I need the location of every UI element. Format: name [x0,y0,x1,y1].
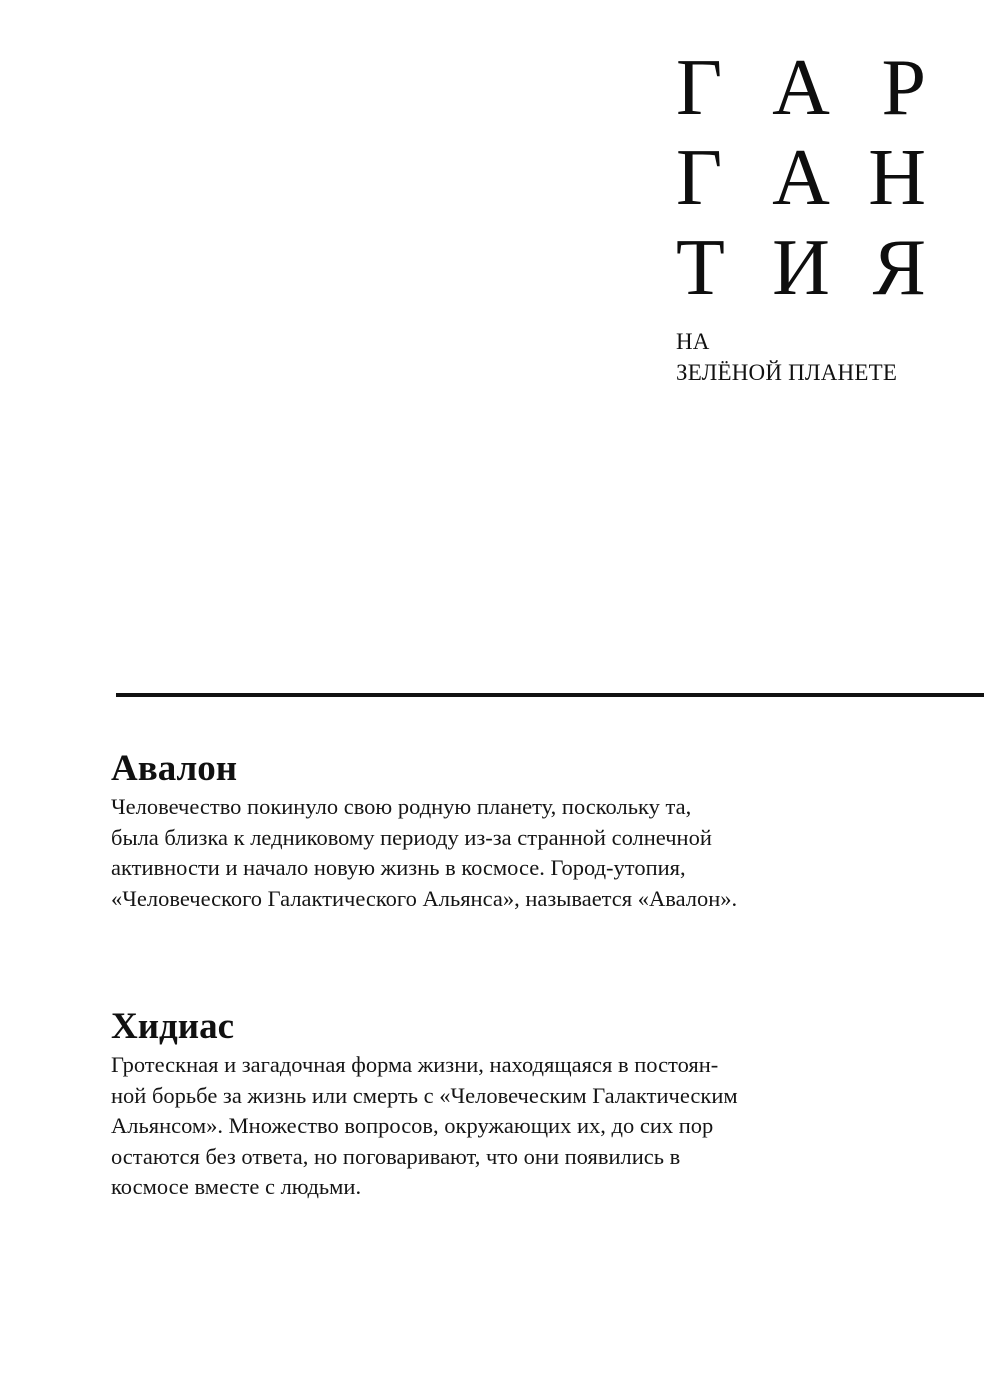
text-line: Гротескная и загадочная форма жизни, находящаяся в постоян- [111,1052,719,1077]
title-letter: Т [676,224,725,312]
title-letter: А [772,134,830,222]
text-line: Человечество покинуло свою родную планету, поскольку та, [111,794,692,819]
section-heading: Хидиас [111,1006,234,1047]
section-avalon [111,748,831,914]
title-block [676,44,936,388]
text-line: активности и начало новую жизнь в космосе. Город-утопия, [111,855,686,880]
title-row-3 [676,224,926,318]
text-line: Альянсом». Множество вопросов, окружающих их, до сих пор [111,1113,714,1138]
section-body [111,792,831,914]
text-line: ной борьбе за жизнь или смерть с «Человеческим Галактическим [111,1082,738,1108]
horizontal-divider [116,693,984,697]
subtitle [676,318,936,388]
title-letter: Г [676,134,723,222]
title-letter: И [772,224,830,312]
subtitle-line: ЗЕЛЁНОЙ ПЛАНЕТЕ [676,360,898,385]
title-letter: Н [868,134,926,222]
section-body [111,1050,831,1203]
text-line: «Человеческого Галактического Альянса», называется «Авалон». [111,885,738,911]
title-row-2 [676,134,926,228]
title-letter: Р [881,44,926,132]
section-hidias [111,1006,831,1203]
text-line: космосе вместе с людьми. [111,1174,362,1199]
title-letter: Г [676,44,723,132]
section-heading: Авалон [111,748,238,789]
title-letter: А [772,44,830,132]
text-line: остаются без ответа, но поговаривают, что они появились в [111,1143,681,1169]
title-letter: Я [872,224,926,312]
title-row-1 [676,44,926,138]
subtitle-line: НА [676,329,710,354]
text-line: была близка к ледниковому периоду из-за странной солнечной [111,824,712,850]
